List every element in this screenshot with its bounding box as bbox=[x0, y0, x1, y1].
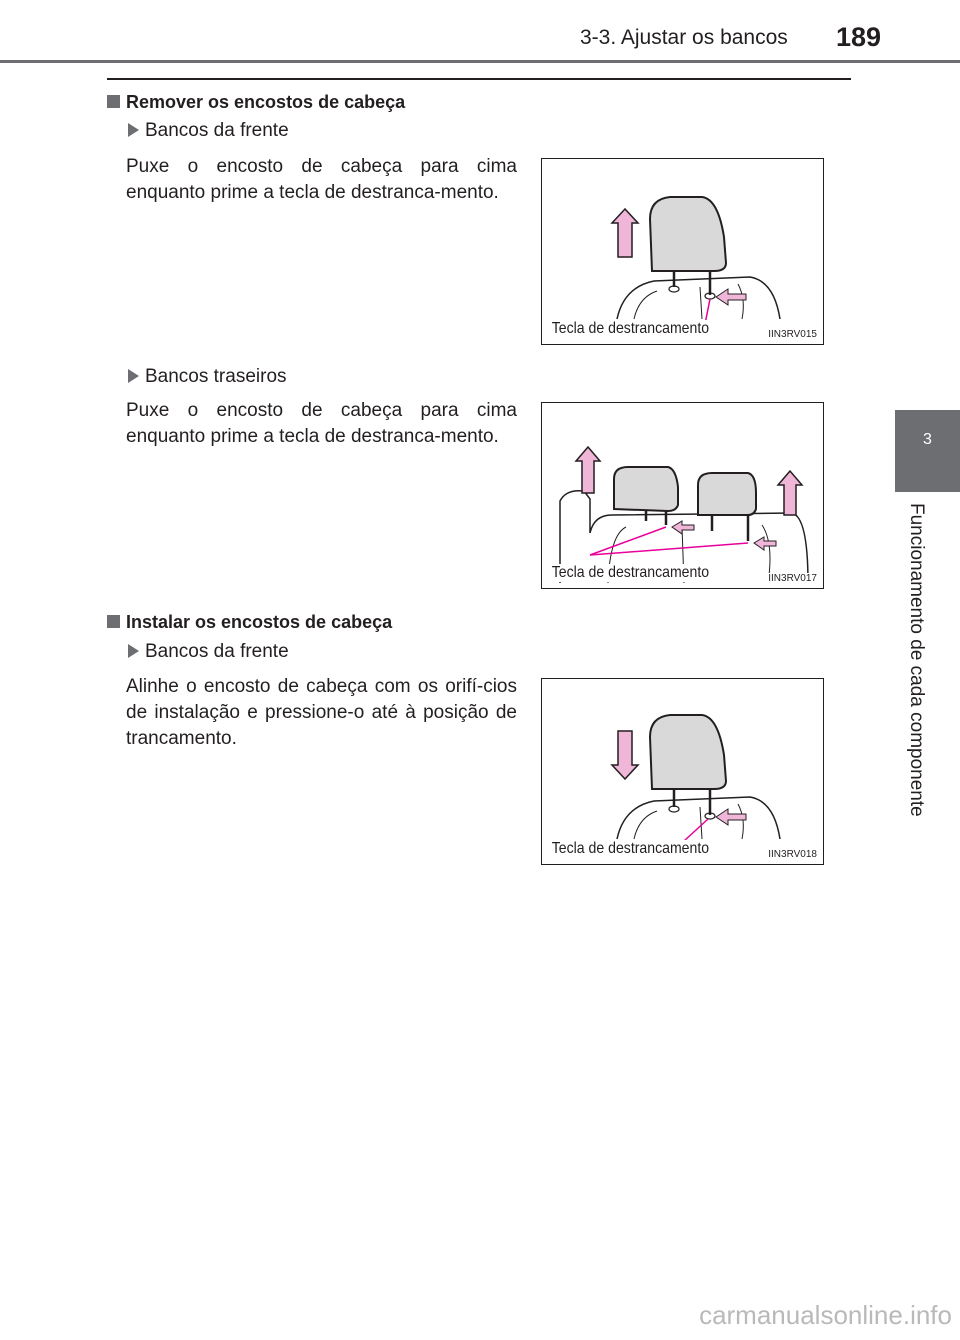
instruction-text: Alinhe o encosto de cabeça com os orifí-cios de instalação e pressione-o até à posição de trancamento. bbox=[126, 676, 517, 749]
chapter-tab bbox=[895, 410, 960, 492]
section-title: 3-3. Ajustar os bancos bbox=[580, 26, 788, 49]
page-number: 189 bbox=[836, 22, 882, 52]
rear-removal-illustration bbox=[542, 403, 824, 589]
instruction-text: Puxe o encosto de cabeça para cima enquanto prime a tecla de destranca-mento. bbox=[126, 400, 517, 447]
section-heading-remove bbox=[107, 92, 405, 113]
figure-rear-removal bbox=[541, 402, 824, 589]
chapter-number: 3 bbox=[923, 431, 932, 448]
figure-code: IIN3RV015 bbox=[768, 329, 817, 340]
chapter-title: Funcionamento de cada componente bbox=[906, 503, 927, 817]
subheading-text: Bancos da frente bbox=[145, 120, 289, 141]
triangle-bullet-icon bbox=[128, 123, 139, 137]
figure-callout: Tecla de destrancamento bbox=[551, 564, 710, 581]
figure-callout: Tecla de destrancamento bbox=[551, 320, 710, 337]
figure-front-install bbox=[541, 678, 824, 865]
header-rule bbox=[0, 60, 960, 63]
figure-code: IIN3RV018 bbox=[768, 849, 817, 860]
subheading-text: Bancos da frente bbox=[145, 641, 289, 662]
content-rule bbox=[107, 78, 851, 80]
subheading-rear-seats bbox=[128, 366, 287, 388]
front-install-illustration bbox=[542, 679, 824, 865]
square-bullet-icon bbox=[107, 95, 120, 108]
heading-text: Instalar os encostos de cabeça bbox=[126, 612, 393, 632]
watermark: carmanualsonline.info bbox=[699, 1300, 952, 1330]
heading-text: Remover os encostos de cabeça bbox=[126, 92, 406, 112]
triangle-bullet-icon bbox=[128, 369, 139, 383]
subheading-text: Bancos traseiros bbox=[145, 366, 287, 387]
figure-callout: Tecla de destrancamento bbox=[551, 840, 710, 857]
front-removal-illustration bbox=[542, 159, 824, 345]
instruction-text: Puxe o encosto de cabeça para cima enquanto prime a tecla de destranca-mento. bbox=[126, 156, 517, 203]
figure-code: IIN3RV017 bbox=[768, 573, 817, 584]
section-heading-install bbox=[107, 612, 392, 633]
triangle-bullet-icon bbox=[128, 644, 139, 658]
subheading-front-seats-install bbox=[128, 641, 289, 663]
square-bullet-icon bbox=[107, 615, 120, 628]
subheading-front-seats bbox=[128, 120, 289, 142]
figure-front-removal bbox=[541, 158, 824, 345]
